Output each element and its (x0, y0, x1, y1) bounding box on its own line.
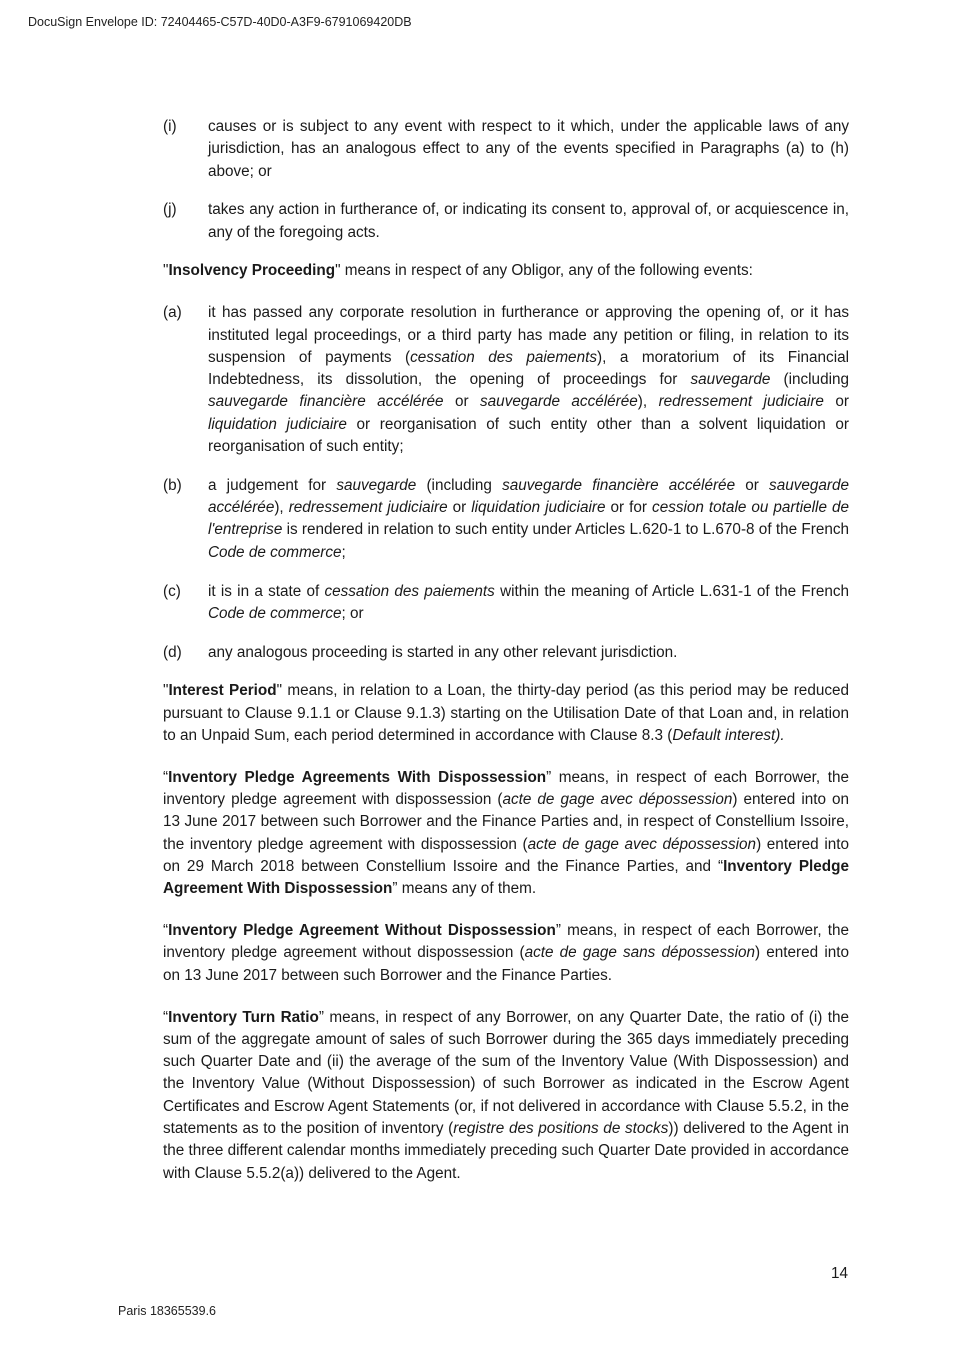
defined-term: Insolvency Proceeding (168, 262, 336, 280)
insolvency-item-b (163, 475, 849, 564)
item-text: takes any action in furtherance of, or indicating its consent to, approval of, or acquiescence in, any of the foregoing acts. (208, 201, 849, 241)
item-label: (a) (163, 304, 182, 322)
defined-term: Interest Period (168, 682, 277, 700)
item-label: (c) (163, 582, 181, 600)
insolvency-item-d (163, 642, 849, 664)
defined-term: Inventory Turn Ratio (168, 1008, 319, 1026)
item-label: (d) (163, 643, 182, 661)
item-text: a judgement for sauvegarde (including sauvegarde financière accélérée or sauvegarde accélérée), redressement judiciaire or liquidation judiciaire or for cession totale ou partielle de l'entreprise is rendered in relation to such entity under Articles L.620-1 to L.670-8 of the French Code de commerce; (208, 476, 849, 561)
footer-reference: Paris 18365539.6 (118, 1304, 216, 1318)
item-text: any analogous proceeding is started in any other relevant jurisdiction. (208, 643, 678, 661)
item-label: (i) (163, 118, 177, 135)
definition-insolvency-proceeding (163, 260, 849, 282)
definition-text: means in respect of any Obligor, any of the following events: (340, 262, 753, 280)
item-text: it has passed any corporate resolution in furtherance or approving the opening of, or it has instituted legal proceedings, or a third party has made any petition or filing, in relation to its suspension of payments (cessation des paiements), a moratorium of its Financial Indebtedness, its dissolution, the opening of proceedings for sauvegarde (including sauvegarde financière accélérée or sauvegarde accélérée), redressement judiciaire or liquidation judiciaire or reorganisation of such entity other than a solvent liquidation or reorganisation of such entity; (208, 304, 849, 456)
defined-term: Inventory Pledge Agreements With Dispossession (168, 768, 547, 786)
definition-inventory-pledge-with-dispossession: “Inventory Pledge Agreements With Dispossession” means, in respect of each Borrower, the inventory pledge agreement with dispossession (acte de gage avec dépossession) entered into on 13 June 2017 between such Borrower and the Finance Parties and, in respect of Constellium Issoire, the inventory pledge agreement with dispossession (acte de gage avec dépossession) entered into on 29 March 2018 between Constellium Issoire and the Finance Parties, and “Inventory Pledge Agreement With Dispossession” means any of them. (163, 768, 850, 898)
definition-inventory-turn-ratio: “Inventory Turn Ratio” means, in respect of any Borrower, on any Quarter Date, the ratio of (i) the sum of the aggregate amount of sales of such Borrower during the 365 days immediately preceding such Quarter Date and (ii) the average of the sum of the Inventory Value (With Dispossession) and the Inventory Value (Without Dispossession) of such Borrower as indicated in the Escrow Agent Certificates and Escrow Agent Statements (or, if not delivered in accordance with Clause 5.5.2, in the statements as to the position of inventory (registre des positions de stocks)) delivered to the Agent in the three different calendar months immediately preceding such Quarter Date provided in accordance with Clause 5.5.2(a)) delivered to the Agent. (163, 1008, 849, 1182)
page-number: 14 (831, 1265, 849, 1282)
item-label: (j) (163, 201, 177, 219)
document-body (163, 116, 849, 1204)
quote-open: " (163, 262, 169, 280)
definition-interest-period: "Interest Period" means, in relation to a Loan, the thirty-day period (as this period may be reduced pursuant to Clause 9.1.1 or Clause 9.1.3) starting on the Utilisation Date of that Loan and, in relation to an Unpaid Sum, each period determined in accordance with Clause 8.3 (Default interest). (163, 682, 849, 745)
clause-item-j (163, 199, 849, 244)
definition-inventory-pledge-without-dispossession: “Inventory Pledge Agreement Without Dispossession” means, in respect of each Borrower, the inventory pledge agreement without dispossession (acte de gage sans dépossession) entered into on 13 June 2017 between such Borrower and the Finance Parties. (163, 922, 849, 984)
defined-term: Inventory Pledge Agreement With Dispossession (163, 858, 849, 898)
clause-item-i (163, 116, 849, 183)
insolvency-item-c (163, 581, 849, 626)
item-text: it is in a state of cessation des paiements within the meaning of Article L.631-1 of the French Code de commerce; or (208, 582, 849, 622)
insolvency-item-a (163, 302, 849, 458)
defined-term: Inventory Pledge Agreement Without Dispossession (168, 922, 556, 940)
docusign-envelope-id: DocuSign Envelope ID: 72404465-C57D-40D0-A3F9-6791069420DB (28, 15, 412, 29)
item-text: causes or is subject to any event with respect to it which, under the applicable laws of any jurisdiction, has an analogous effect to any of the events specified in Paragraphs (a) to (h) above; or (208, 118, 849, 180)
item-label: (b) (163, 476, 182, 494)
quote-close: " (335, 262, 341, 280)
